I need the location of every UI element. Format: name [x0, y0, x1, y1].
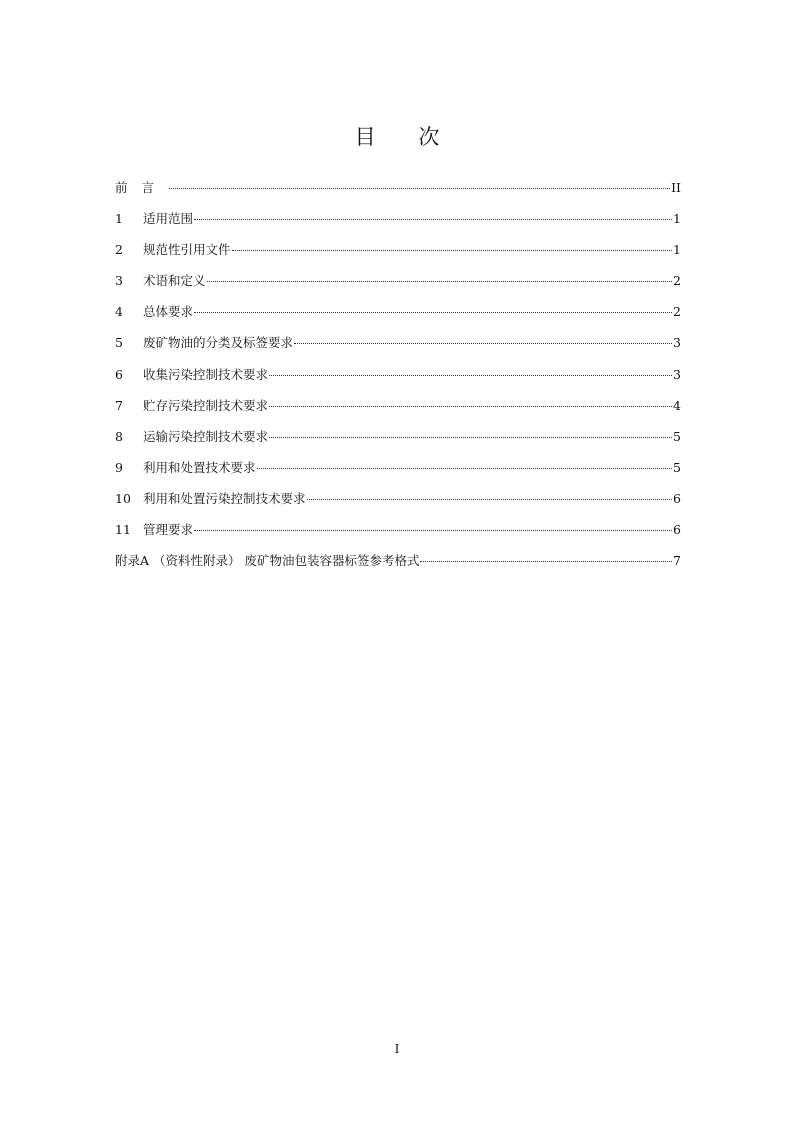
toc-entry-foreword[interactable]	[115, 178, 681, 209]
toc-entry-label: 规范性引用文件	[143, 242, 231, 258]
toc-entry-page: 5	[673, 459, 681, 475]
toc-leader-dots	[194, 529, 672, 531]
toc-leader-dots	[194, 218, 672, 220]
toc-leader-dots	[169, 187, 670, 189]
toc-entry-page: 2	[673, 273, 681, 289]
table-of-contents	[115, 178, 681, 582]
toc-entry-page: 1	[673, 242, 681, 258]
toc-entry-label: 运输污染控制技术要求	[143, 428, 269, 444]
toc-entry-number: 6	[115, 366, 123, 382]
toc-entry-number: 4	[115, 304, 123, 320]
toc-leader-dots	[294, 342, 672, 344]
toc-entry-label: 收集污染控制技术要求	[143, 366, 269, 382]
toc-entry-number: 1	[115, 211, 123, 227]
toc-entry-label: 管理要求	[143, 522, 194, 538]
toc-entry-6[interactable]	[115, 365, 681, 396]
page-title: 目 次	[354, 125, 458, 149]
toc-entry-page: 7	[673, 553, 681, 569]
toc-entry-number: 8	[115, 428, 123, 444]
toc-entry-page: 1	[673, 211, 681, 227]
toc-entry-number: 11	[115, 522, 131, 538]
toc-leader-dots	[307, 498, 673, 500]
toc-leader-dots	[420, 560, 672, 562]
toc-entry-number: 5	[115, 335, 123, 351]
toc-leader-dots	[257, 467, 673, 469]
toc-entry-page: 3	[673, 335, 681, 351]
toc-entry-1[interactable]	[115, 209, 681, 240]
toc-leader-dots	[269, 405, 672, 407]
toc-entry-5[interactable]	[115, 333, 681, 364]
toc-leader-dots	[269, 436, 672, 438]
toc-entry-page: 5	[673, 428, 681, 444]
toc-entry-7[interactable]	[115, 396, 681, 427]
toc-entry-page: II	[671, 180, 681, 195]
toc-entry-label: 术语和定义	[143, 273, 206, 289]
toc-entry-11[interactable]	[115, 520, 681, 551]
toc-entry-label: 贮存污染控制技术要求	[143, 397, 269, 413]
toc-entry-page: 2	[673, 304, 681, 320]
toc-entry-number: 2	[115, 242, 123, 258]
toc-entry-label: 总体要求	[143, 304, 194, 320]
toc-entry-appendix-a[interactable]	[115, 551, 681, 582]
toc-entry-number: 3	[115, 273, 123, 289]
toc-entry-3[interactable]	[115, 271, 681, 302]
toc-entry-label: 适用范围	[143, 211, 194, 227]
toc-entry-number: 10	[115, 490, 131, 506]
toc-leader-dots	[207, 280, 673, 282]
toc-entry-page: 6	[673, 522, 681, 538]
toc-leader-dots	[269, 374, 672, 376]
toc-leader-dots	[194, 311, 672, 313]
toc-entry-label: 附录A （资料性附录） 废矿物油包装容器标签参考格式	[115, 553, 420, 569]
toc-entry-8[interactable]	[115, 427, 681, 458]
toc-entry-page: 3	[673, 366, 681, 382]
toc-entry-label: 废矿物油的分类及标签要求	[143, 335, 294, 351]
toc-entry-page: 4	[673, 397, 681, 413]
toc-entry-label: 利用和处置技术要求	[143, 459, 256, 475]
toc-entry-9[interactable]	[115, 458, 681, 489]
toc-entry-10[interactable]	[115, 489, 681, 520]
page-number: I	[394, 1042, 400, 1056]
toc-entry-number: 9	[115, 459, 123, 475]
toc-entry-label: 利用和处置污染控制技术要求	[143, 490, 306, 506]
toc-entry-label: 前言	[115, 180, 169, 195]
toc-entry-page: 6	[673, 490, 681, 506]
toc-entry-4[interactable]	[115, 302, 681, 333]
toc-entry-number: 7	[115, 397, 123, 413]
toc-entry-2[interactable]	[115, 240, 681, 271]
toc-leader-dots	[232, 249, 673, 251]
